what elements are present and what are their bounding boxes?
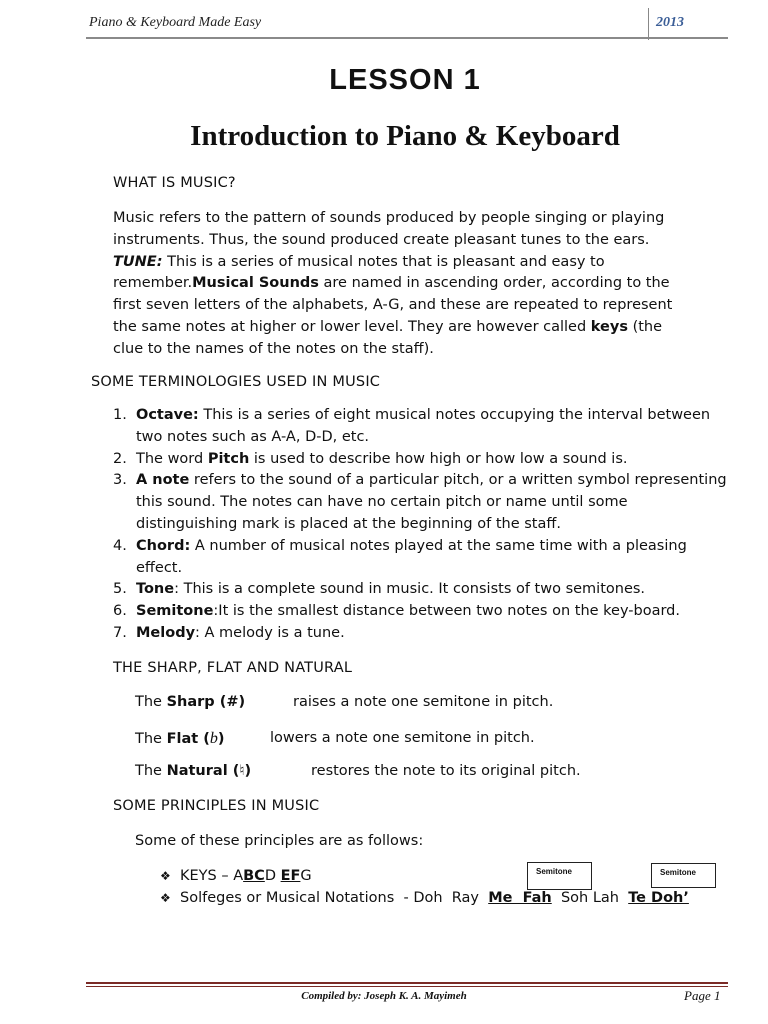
flat-symbol: b xyxy=(209,730,218,747)
list-item: 3. A note refers to the sound of a particular pitch, or a written symbol representing this sound. The notes can have no certain pitch or name until some distinguishing mark is placed at the beginning of the staff. xyxy=(113,472,727,532)
terminology-list xyxy=(113,405,733,645)
intro-paragraph xyxy=(113,208,733,361)
principles-intro: Some of these principles are as follows: xyxy=(135,833,424,849)
flat-line: The Flat (b) xyxy=(135,730,225,747)
semitone-label-box: Semitone xyxy=(527,862,592,890)
natural-line: The Natural (♮) xyxy=(135,763,252,779)
section-sharp-flat-natural: THE SHARP, FLAT AND NATURAL xyxy=(113,660,353,676)
sharp-symbol: Sharp (#) xyxy=(166,694,246,710)
intro-line: first seven letters of the alphabets, A-G, and these are repeated to represent xyxy=(113,297,673,314)
keys-line: ❖ KEYS – ABCD EFG xyxy=(160,868,312,884)
page-number: Page 1 xyxy=(684,988,721,1003)
list-item: 2. The word Pitch is used to describe how high or how low a sound is. xyxy=(113,450,628,467)
header-rule xyxy=(86,37,728,39)
term-musical-sounds: Musical Sounds xyxy=(192,275,319,292)
natural-description: restores the note to its original pitch. xyxy=(311,763,581,779)
intro-line: the same notes at higher or lower level. They are however called keys (the xyxy=(113,318,663,335)
term-keys: keys xyxy=(590,318,628,335)
header-divider xyxy=(648,8,649,40)
list-item: 7. Melody: A melody is a tune. xyxy=(113,624,345,641)
list-item: 1. Octave: This is a series of eight musical notes occupying the interval between two notes such as A-A, D-D, etc. xyxy=(113,407,711,445)
flat-description: lowers a note one semitone in pitch. xyxy=(270,730,535,746)
intro-line: Music refers to the pattern of sounds produced by people singing or playing xyxy=(113,210,665,226)
page-title: Introduction to Piano & Keyboard xyxy=(190,120,620,152)
intro-line: clue to the names of the notes on the staff). xyxy=(113,340,434,357)
sharp-description: raises a note one semitone in pitch. xyxy=(293,694,554,710)
section-principles: SOME PRINCIPLES IN MUSIC xyxy=(113,798,320,814)
solfege-line: ❖ Solfeges or Musical Notations - Doh Ray Me Fah Soh Lah Te Doh’ xyxy=(160,890,689,906)
section-terminologies: SOME TERMINOLOGIES USED IN MUSIC xyxy=(91,374,381,390)
diamond-bullet-icon: ❖ xyxy=(160,891,171,905)
section-what-is-music: WHAT IS MUSIC? xyxy=(113,175,236,191)
lesson-heading: LESSON 1 xyxy=(329,64,481,96)
header-year: 2013 xyxy=(656,15,684,30)
intro-line: instruments. Thus, the sound produced create pleasant tunes to the ears. xyxy=(113,231,650,248)
list-item: 4. Chord: A number of musical notes played at the same time with a pleasing effect. xyxy=(113,537,687,576)
natural-symbol: Natural (♮) xyxy=(166,763,252,779)
footer-rule xyxy=(86,982,728,984)
header-title: Piano & Keyboard Made Easy xyxy=(89,15,262,30)
term-tune: TUNE: xyxy=(113,253,163,270)
diamond-bullet-icon: ❖ xyxy=(160,869,171,883)
intro-line: TUNE: This is a series of musical notes that is pleasant and easy to xyxy=(113,253,605,270)
footer-rule-thin xyxy=(86,986,728,987)
semitone-label-box: Semitone xyxy=(651,863,716,888)
list-item: 6. Semitone:It is the smallest distance between two notes on the key-board. xyxy=(113,603,680,620)
intro-line: remember.Musical Sounds are named in ascending order, according to the xyxy=(113,275,670,292)
sharp-line: The Sharp (#) xyxy=(135,694,246,710)
list-item: 5. Tone: This is a complete sound in music. It consists of two semitones. xyxy=(113,581,646,598)
footer-compiled-by: Compiled by: Joseph K. A. Mayimeh xyxy=(301,990,467,1002)
